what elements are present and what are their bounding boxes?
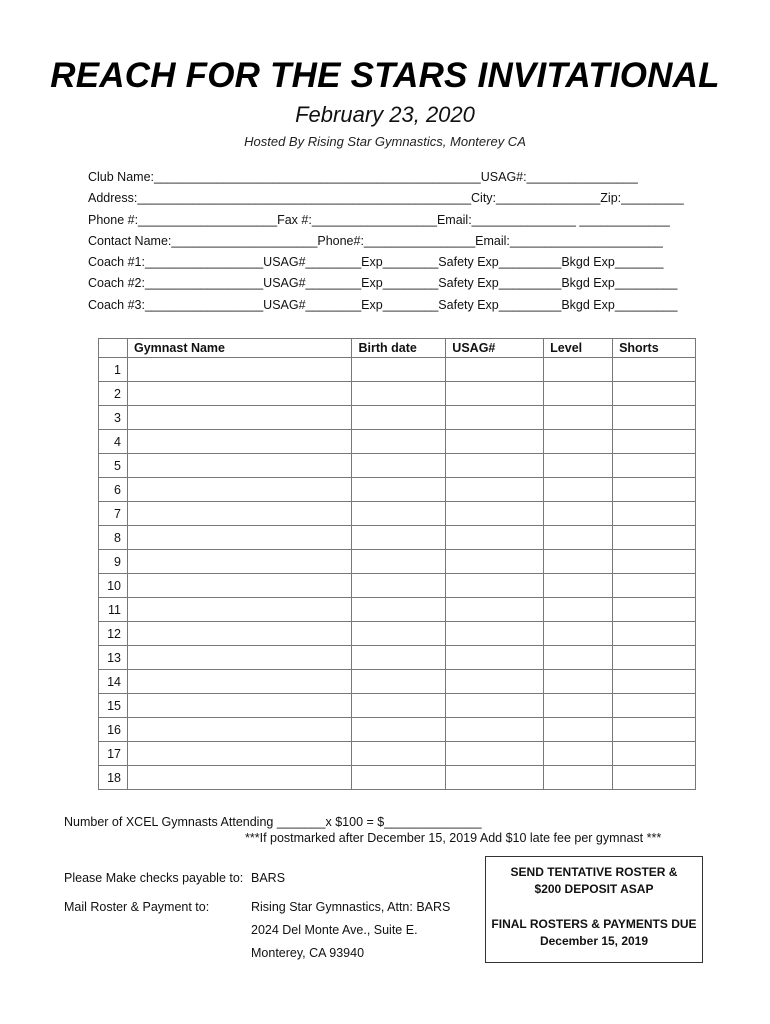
usag-cell[interactable] [446, 670, 544, 694]
birthdate-cell[interactable] [352, 574, 446, 598]
level-cell[interactable] [544, 622, 613, 646]
shorts-cell[interactable] [613, 550, 696, 574]
shorts-cell[interactable] [613, 526, 696, 550]
name-cell[interactable] [127, 526, 351, 550]
shorts-cell[interactable] [613, 502, 696, 526]
host-line: Hosted By Rising Star Gymnastics, Monterey CA [244, 134, 526, 149]
notice-line-4: December 15, 2019 [539, 934, 649, 948]
roster-header-shorts: Shorts [613, 339, 696, 358]
birthdate-cell[interactable] [352, 718, 446, 742]
late-fee-note: ***If postmarked after December 15, 2019 Add $10 late fee per gymnast *** [245, 831, 662, 845]
usag-cell[interactable] [446, 358, 544, 382]
level-cell[interactable] [544, 406, 613, 430]
mail-line-2: 2024 Del Monte Ave., Suite E. [251, 923, 418, 937]
level-cell[interactable] [544, 358, 613, 382]
name-cell[interactable] [127, 478, 351, 502]
usag-cell[interactable] [446, 622, 544, 646]
shorts-cell[interactable] [613, 766, 696, 790]
payable-value: BARS [251, 871, 286, 885]
name-cell[interactable] [127, 766, 351, 790]
shorts-cell[interactable] [613, 382, 696, 406]
usag-cell[interactable] [446, 718, 544, 742]
table-row [99, 670, 696, 694]
coach-3-line: Coach #3:_________________USAG#________Exp________Safety Exp_________Bkgd Exp_________ [88, 297, 678, 312]
name-cell[interactable] [127, 598, 351, 622]
table-row [99, 454, 696, 478]
level-cell[interactable] [544, 574, 613, 598]
usag-cell[interactable] [446, 694, 544, 718]
birthdate-cell[interactable] [352, 526, 446, 550]
row-number: 14 [99, 670, 128, 694]
level-cell[interactable] [544, 454, 613, 478]
birthdate-cell[interactable] [352, 742, 446, 766]
level-cell[interactable] [544, 598, 613, 622]
level-cell[interactable] [544, 742, 613, 766]
level-cell[interactable] [544, 694, 613, 718]
birthdate-cell[interactable] [352, 382, 446, 406]
table-row [99, 742, 696, 766]
shorts-cell[interactable] [613, 454, 696, 478]
name-cell[interactable] [127, 454, 351, 478]
level-cell[interactable] [544, 718, 613, 742]
level-cell[interactable] [544, 766, 613, 790]
row-number: 16 [99, 718, 128, 742]
level-cell[interactable] [544, 670, 613, 694]
mail-line-3: Monterey, CA 93940 [251, 946, 365, 960]
club-info-form [88, 170, 698, 319]
shorts-cell[interactable] [613, 742, 696, 766]
name-cell[interactable] [127, 718, 351, 742]
table-row [99, 646, 696, 670]
roster-header-usag: USAG# [446, 339, 544, 358]
shorts-cell[interactable] [613, 670, 696, 694]
name-cell[interactable] [127, 694, 351, 718]
birthdate-cell[interactable] [352, 454, 446, 478]
birthdate-cell[interactable] [352, 478, 446, 502]
row-number: 2 [99, 382, 128, 406]
name-cell[interactable] [127, 550, 351, 574]
gymnast-roster-table [98, 338, 696, 790]
row-number: 1 [99, 358, 128, 382]
shorts-cell[interactable] [613, 646, 696, 670]
table-row [99, 502, 696, 526]
deadline-notice-box [485, 856, 703, 963]
usag-cell[interactable] [446, 574, 544, 598]
birthdate-cell[interactable] [352, 694, 446, 718]
payable-label: Please Make checks payable to: [64, 871, 244, 885]
shorts-cell[interactable] [613, 478, 696, 502]
level-cell[interactable] [544, 550, 613, 574]
shorts-cell[interactable] [613, 574, 696, 598]
table-row [99, 574, 696, 598]
roster-header-name: Gymnast Name [127, 339, 351, 358]
row-number: 4 [99, 430, 128, 454]
usag-cell[interactable] [446, 550, 544, 574]
contact-line: Contact Name:_____________________Phone#:________________Email:______________________ [88, 233, 663, 248]
name-cell[interactable] [127, 574, 351, 598]
coach-2-line: Coach #2:_________________USAG#________Exp________Safety Exp_________Bkgd Exp_________ [88, 276, 678, 291]
document-title: REACH FOR THE STARS INVITATIONAL [50, 56, 720, 95]
name-cell[interactable] [127, 502, 351, 526]
gymnast-count-line: Number of XCEL Gymnasts Attending _______x $100 = $______________ [64, 815, 482, 829]
table-row [99, 718, 696, 742]
level-cell[interactable] [544, 478, 613, 502]
birthdate-cell[interactable] [352, 406, 446, 430]
usag-cell[interactable] [446, 502, 544, 526]
usag-cell[interactable] [446, 526, 544, 550]
birthdate-cell[interactable] [352, 766, 446, 790]
name-cell[interactable] [127, 382, 351, 406]
mail-line-1: Rising Star Gymnastics, Attn: BARS [251, 900, 451, 914]
shorts-cell[interactable] [613, 406, 696, 430]
level-cell[interactable] [544, 430, 613, 454]
row-number: 13 [99, 646, 128, 670]
table-row [99, 550, 696, 574]
address-line: Address:________________________________________________City:_______________Zip:_________ [88, 191, 684, 206]
table-row [99, 622, 696, 646]
table-row [99, 766, 696, 790]
roster-header-level: Level [544, 339, 613, 358]
level-cell[interactable] [544, 502, 613, 526]
usag-cell[interactable] [446, 382, 544, 406]
table-row [99, 526, 696, 550]
birthdate-cell[interactable] [352, 430, 446, 454]
table-row [99, 694, 696, 718]
table-row [99, 598, 696, 622]
table-row [99, 382, 696, 406]
roster-header-birthdate: Birth date [352, 339, 446, 358]
row-number: 7 [99, 502, 128, 526]
birthdate-cell[interactable] [352, 358, 446, 382]
row-number: 5 [99, 454, 128, 478]
row-number: 12 [99, 622, 128, 646]
roster-body [99, 358, 696, 790]
birthdate-cell[interactable] [352, 550, 446, 574]
birthdate-cell[interactable] [352, 646, 446, 670]
coach-1-line: Coach #1:_________________USAG#________Exp________Safety Exp_________Bkgd Exp_______ [88, 255, 664, 270]
name-cell[interactable] [127, 358, 351, 382]
usag-cell[interactable] [446, 646, 544, 670]
table-row [99, 430, 696, 454]
birthdate-cell[interactable] [352, 670, 446, 694]
usag-cell[interactable] [446, 766, 544, 790]
shorts-cell[interactable] [613, 622, 696, 646]
row-number: 18 [99, 766, 128, 790]
usag-cell[interactable] [446, 430, 544, 454]
mailing-address [251, 900, 450, 969]
notice-line-1: SEND TENTATIVE ROSTER & [510, 865, 678, 879]
shorts-cell[interactable] [613, 694, 696, 718]
usag-cell[interactable] [446, 742, 544, 766]
table-row [99, 406, 696, 430]
level-cell[interactable] [544, 526, 613, 550]
roster-header-row [99, 339, 696, 358]
birthdate-cell[interactable] [352, 502, 446, 526]
phone-line: Phone #:____________________Fax #:__________________Email:_______________ _____________ [88, 212, 670, 227]
name-cell[interactable] [127, 622, 351, 646]
level-cell[interactable] [544, 646, 613, 670]
name-cell[interactable] [127, 646, 351, 670]
row-number: 17 [99, 742, 128, 766]
row-number: 10 [99, 574, 128, 598]
shorts-cell[interactable] [613, 598, 696, 622]
birthdate-cell[interactable] [352, 622, 446, 646]
level-cell[interactable] [544, 382, 613, 406]
notice-line-2: $200 DEPOSIT ASAP [534, 882, 654, 896]
notice-line-3: FINAL ROSTERS & PAYMENTS DUE [491, 917, 697, 931]
usag-cell[interactable] [446, 454, 544, 478]
mail-label: Mail Roster & Payment to: [64, 900, 210, 914]
birthdate-cell[interactable] [352, 598, 446, 622]
event-date: February 23, 2020 [295, 102, 475, 127]
shorts-cell[interactable] [613, 718, 696, 742]
usag-cell[interactable] [446, 406, 544, 430]
name-cell[interactable] [127, 670, 351, 694]
row-number: 6 [99, 478, 128, 502]
usag-cell[interactable] [446, 598, 544, 622]
row-number: 3 [99, 406, 128, 430]
table-row [99, 358, 696, 382]
usag-cell[interactable] [446, 478, 544, 502]
name-cell[interactable] [127, 430, 351, 454]
row-number: 15 [99, 694, 128, 718]
row-number: 8 [99, 526, 128, 550]
club-name-line: Club Name:_______________________________________________USAG#:________________ [88, 170, 638, 184]
name-cell[interactable] [127, 406, 351, 430]
row-number: 11 [99, 598, 128, 622]
name-cell[interactable] [127, 742, 351, 766]
table-row [99, 478, 696, 502]
row-number: 9 [99, 550, 128, 574]
roster-header-number [99, 339, 128, 358]
shorts-cell[interactable] [613, 358, 696, 382]
shorts-cell[interactable] [613, 430, 696, 454]
